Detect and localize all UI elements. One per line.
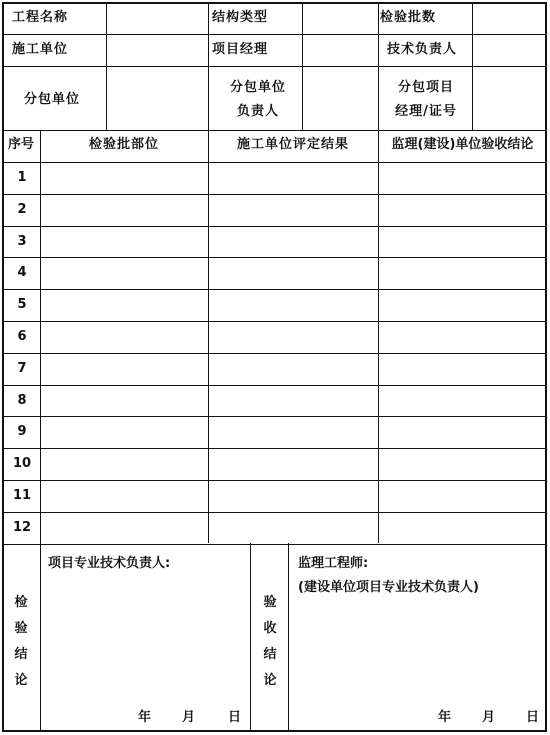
grid-line: [2, 416, 547, 417]
row-number: 2: [17, 201, 27, 217]
subcontract-manager-label-2: 经理/证号: [395, 104, 457, 119]
subcontract-manager-label-1: 分包项目: [397, 80, 454, 95]
project-manager-label: 项目经理: [212, 42, 269, 57]
row-number: 3: [17, 233, 27, 249]
grid-line: [2, 2, 547, 4]
grid-line: [208, 2, 209, 130]
grid-line: [288, 543, 289, 732]
grid-line: [378, 130, 379, 543]
grid-line: [2, 480, 547, 481]
col-seq-header: 序号: [7, 137, 34, 152]
grid-line: [2, 512, 547, 513]
grid-line: [302, 2, 303, 130]
date-right-day: 日: [526, 710, 541, 725]
tech-lead-sign-label: 项目专业技术负责人:: [48, 556, 171, 571]
row-number: 6: [17, 329, 27, 344]
date-left-year: 年: [138, 710, 153, 725]
date-left-day: 日: [228, 710, 243, 725]
owner-lead-sign-label: (建设单位项目专业技术负责人): [298, 580, 479, 595]
date-right-month: 月: [482, 710, 497, 725]
grid-line: [2, 730, 547, 732]
col-construction-result-header: 施工单位评定结果: [236, 137, 349, 152]
grid-line: [2, 448, 547, 449]
subcontractor-lead-label-2: 负责人: [236, 104, 279, 119]
structure-type-label: 结构类型: [212, 10, 269, 25]
grid-line: [2, 257, 547, 258]
batch-count-label: 检验批数: [380, 10, 437, 25]
inspection-conclusion-label: 检 验 结 论: [14, 595, 28, 688]
subcontractor-label: 分包单位: [24, 92, 81, 107]
row-number: 11: [12, 488, 32, 503]
acceptance-conclusion-label: 验 收 结 论: [263, 595, 277, 688]
col-location-header: 检验批部位: [88, 137, 159, 152]
grid-line: [472, 2, 473, 130]
subcontractor-lead-label-1: 分包单位: [229, 80, 286, 95]
supervisor-sign-label: 监理工程师:: [298, 556, 369, 571]
grid-line: [2, 544, 547, 545]
grid-line: [2, 226, 547, 227]
inspection-form: [2, 2, 547, 732]
row-number: 7: [17, 360, 27, 376]
grid-line: [2, 130, 547, 131]
grid-line: [40, 543, 41, 732]
grid-line: [2, 162, 547, 163]
row-number: 5: [17, 297, 27, 313]
tech-lead-label: 技术负责人: [387, 42, 458, 57]
grid-line: [2, 289, 547, 290]
construction-unit-label: 施工单位: [12, 42, 69, 57]
row-number: 4: [17, 265, 27, 281]
date-right-year: 年: [438, 710, 453, 725]
row-number: 8: [17, 392, 27, 408]
grid-line: [250, 543, 251, 732]
row-number: 1: [17, 170, 27, 185]
grid-line: [2, 385, 547, 386]
grid-line: [106, 2, 107, 130]
grid-line: [2, 353, 547, 354]
grid-line: [545, 2, 547, 732]
grid-line: [2, 34, 547, 35]
grid-line: [2, 2, 4, 732]
grid-line: [40, 130, 41, 543]
grid-line: [2, 321, 547, 322]
project-name-label: 工程名称: [12, 10, 69, 25]
row-number: 10: [12, 456, 32, 472]
row-number: 9: [17, 424, 27, 440]
row-number: 12: [12, 519, 32, 535]
grid-line: [2, 66, 547, 67]
grid-line: [208, 130, 209, 543]
col-supervision-result-header: 监理(建设)单位验收结论: [391, 137, 534, 152]
date-left-month: 月: [182, 710, 197, 725]
grid-line: [2, 194, 547, 195]
grid-line: [378, 2, 379, 130]
